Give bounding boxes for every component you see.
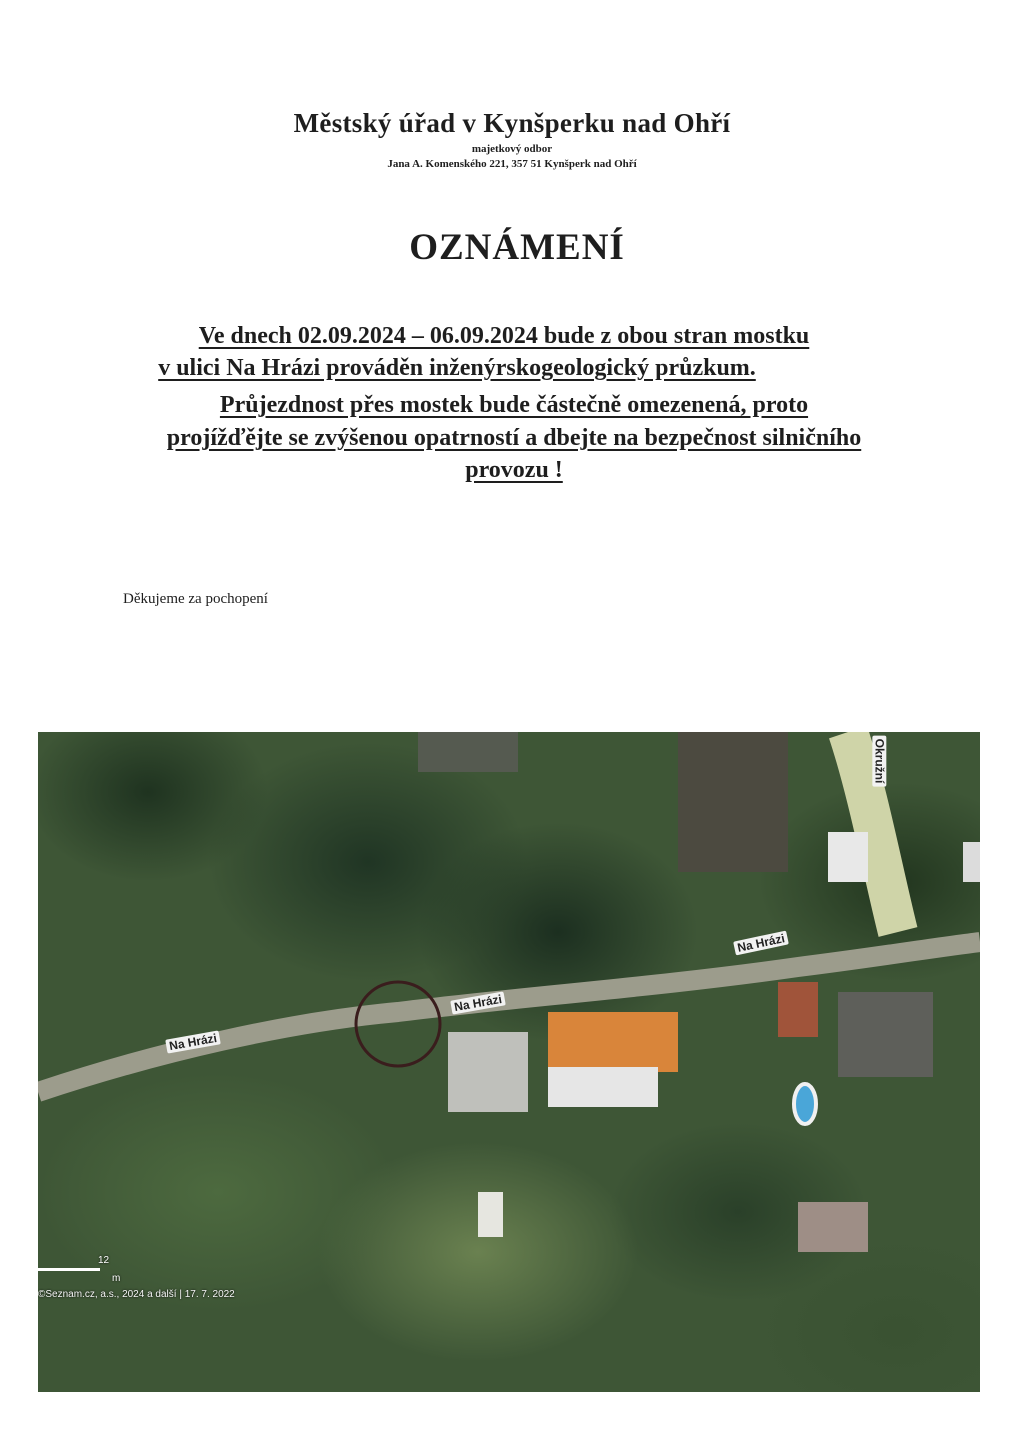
notice-line-1: Ve dnech 02.09.2024 – 06.09.2024 bude z obou stran mostku <box>198 323 810 349</box>
notice-line-2: v ulici Na Hrázi prováděn inženýrskogeologický průzkum. <box>158 355 756 381</box>
scale-unit: m <box>112 1273 121 1284</box>
street-label-okruzni: Okružní <box>872 736 886 787</box>
building <box>448 1032 528 1112</box>
notice-line-5: provozu ! <box>465 457 563 483</box>
street-label-na-hrazi-1: Na Hrázi <box>165 1030 221 1053</box>
building <box>418 732 518 772</box>
notice-line-4: projížďějte se zvýšenou opatrností a dbejte na bezpečnost silničního <box>166 425 862 451</box>
building <box>838 992 933 1077</box>
scale-value: 12 <box>98 1255 110 1266</box>
thanks-text: Děkujeme za pochopení <box>123 591 268 607</box>
scale-bar <box>38 1268 100 1271</box>
building <box>478 1192 503 1237</box>
map-attribution: ©Seznam.cz, a.s., 2024 a další | 17. 7. 2022 <box>38 1289 235 1300</box>
office-name: Městský úřad v Kynšperku nad Ohří <box>293 108 731 138</box>
building <box>678 732 788 872</box>
department-name: majetkový odbor <box>471 143 553 155</box>
building <box>548 1067 658 1107</box>
building <box>798 1202 868 1252</box>
aerial-map <box>38 732 980 1392</box>
street-label-na-hrazi-3: Na Hrázi <box>733 931 789 956</box>
orange-roof-house <box>548 1012 678 1072</box>
notice-title: OZNÁMENÍ <box>409 227 625 268</box>
document-header <box>0 108 1024 170</box>
red-roof-building <box>778 982 818 1037</box>
street-label-na-hrazi-2: Na Hrázi <box>450 991 506 1014</box>
office-address: Jana A. Komenského 221, 357 51 Kynšperk nad Ohří <box>387 158 637 170</box>
swimming-pool <box>794 1084 816 1124</box>
building <box>963 842 980 882</box>
building <box>828 832 868 882</box>
notice-line-3: Průjezdnost přes mostek bude částečně omezenená, proto <box>219 392 809 418</box>
